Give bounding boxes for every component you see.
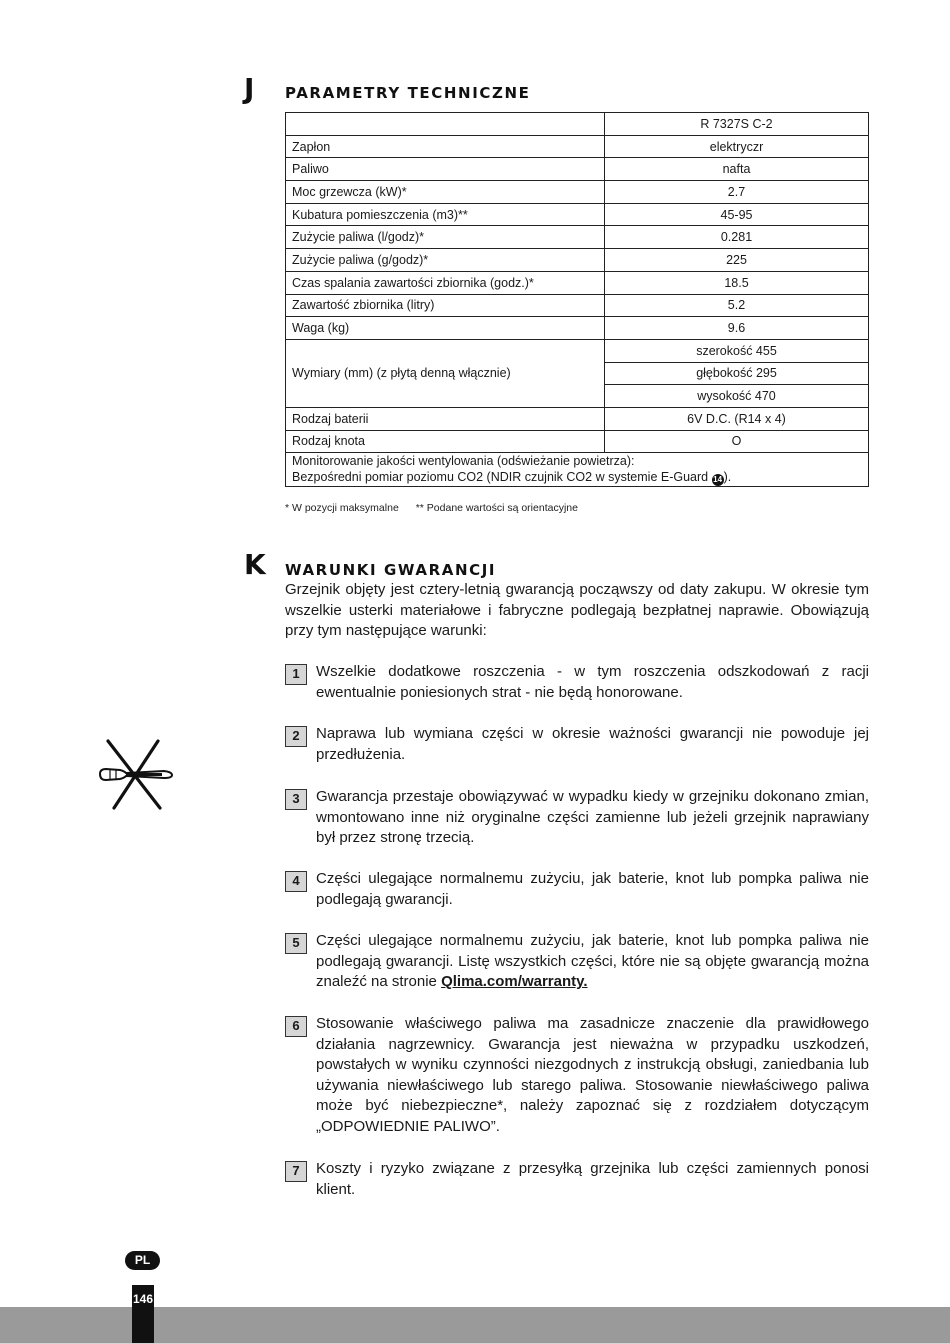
item-number: 4 bbox=[285, 871, 307, 892]
table-row bbox=[286, 181, 869, 204]
monitoring-line-end: ). bbox=[723, 470, 732, 485]
monitoring-cell bbox=[286, 453, 869, 487]
list-item bbox=[285, 787, 869, 849]
language-badge: PL bbox=[125, 1251, 160, 1270]
footnote-1: * W pozycji maksymalne bbox=[285, 502, 399, 514]
dimension-width: szerokość 455 bbox=[605, 339, 869, 362]
row-label: Zawartość zbiornika (litry) bbox=[286, 294, 605, 317]
item-text: Naprawa lub wymiana części w okresie ważności gwarancji nie powoduje jej przedłużenia. bbox=[316, 725, 869, 763]
footnote-2: ** Podane wartości są orientacyjne bbox=[415, 502, 578, 514]
list-item bbox=[285, 724, 869, 765]
table-header-row bbox=[286, 113, 869, 136]
table-row bbox=[286, 135, 869, 158]
model-name: R 7327S C-2 bbox=[605, 113, 869, 136]
technical-parameters-table bbox=[285, 112, 869, 487]
table-cell bbox=[286, 113, 605, 136]
row-label: Zużycie paliwa (l/godz)* bbox=[286, 226, 605, 249]
row-label: Zużycie paliwa (g/godz)* bbox=[286, 249, 605, 272]
section-j-letter: J bbox=[244, 72, 255, 105]
warranty-intro: Grzejnik objęty jest cztery-letnią gwarancją począwszy od daty zakupu. W okresie tym wszelkie usterki materiałowe i fabryczne podlegają bezpłatnej naprawie. Obowiązują przy tym następujące warunki: bbox=[285, 581, 869, 640]
row-label: Waga (kg) bbox=[286, 317, 605, 340]
item-number: 3 bbox=[285, 789, 307, 810]
item-text bbox=[316, 931, 869, 993]
table-row bbox=[286, 407, 869, 430]
item-text: Koszty i ryzyko związane z przesyłką grzejnika lub części zamiennych ponosi klient. bbox=[316, 1160, 869, 1198]
crossed-screwdriver-icon bbox=[98, 738, 174, 810]
table-row bbox=[286, 226, 869, 249]
dimensions-label: Wymiary (mm) (z płytą denną włącznie) bbox=[286, 339, 605, 407]
table-row bbox=[286, 249, 869, 272]
row-label: Rodzaj knota bbox=[286, 430, 605, 453]
row-label: Kubatura pomieszczenia (m3)** bbox=[286, 203, 605, 226]
row-label: Zapłon bbox=[286, 135, 605, 158]
item-number: 1 bbox=[285, 664, 307, 685]
warranty-link[interactable]: Qlima.com/warranty. bbox=[441, 973, 588, 991]
item-text-body: Części ulegające normalnemu zużyciu, jak baterie, knot lub pompka paliwa nie podlegają gwarancji. Listę wszystkich części, które nie są objęte gwarancją można znaleźć na stronie bbox=[316, 932, 869, 991]
section-k-title: WARUNKI GWARANCJI bbox=[285, 561, 497, 579]
row-label: Rodzaj baterii bbox=[286, 407, 605, 430]
item-number: 2 bbox=[285, 726, 307, 747]
row-value: nafta bbox=[605, 158, 869, 181]
row-label: Paliwo bbox=[286, 158, 605, 181]
item-text: Wszelkie dodatkowe roszczenia - w tym roszczenia odszkodowań z racji ewentualnie poniesionych strat - nie będą honorowane. bbox=[316, 663, 869, 701]
row-value: 225 bbox=[605, 249, 869, 272]
table-row bbox=[286, 203, 869, 226]
list-item bbox=[285, 1014, 869, 1138]
section-k-letter: K bbox=[244, 548, 266, 581]
row-value: 5.2 bbox=[605, 294, 869, 317]
row-value: 9.6 bbox=[605, 317, 869, 340]
list-item bbox=[285, 1159, 869, 1200]
row-value: elektryczr bbox=[605, 135, 869, 158]
dimension-depth: głębokość 295 bbox=[605, 362, 869, 385]
table-row bbox=[286, 339, 869, 362]
item-text: Części ulegające normalnemu zużyciu, jak baterie, knot lub pompka paliwa nie podlegają gwarancji. bbox=[316, 870, 869, 908]
reference-badge: 14 bbox=[713, 475, 723, 485]
table-row bbox=[286, 271, 869, 294]
dimension-height: wysokość 470 bbox=[605, 385, 869, 408]
list-item bbox=[285, 662, 869, 703]
row-value: 2.7 bbox=[605, 181, 869, 204]
item-number: 7 bbox=[285, 1161, 307, 1182]
row-value: O bbox=[605, 430, 869, 453]
row-label: Czas spalania zawartości zbiornika (godz.)* bbox=[286, 271, 605, 294]
footnotes bbox=[285, 502, 592, 514]
row-value: 18.5 bbox=[605, 271, 869, 294]
table-row bbox=[286, 317, 869, 340]
item-text: Gwarancja przestaje obowiązywać w wypadku kiedy w grzejniku dokonano zmian, wmontowano inne niż oryginalne części zamienne lub jeżeli grzejnik naprawiany był przez stronę trzecią. bbox=[316, 788, 869, 847]
table-row bbox=[286, 158, 869, 181]
table-row bbox=[286, 294, 869, 317]
monitoring-line-1: Monitorowanie jakości wentylowania (odświeżanie powietrza): bbox=[292, 454, 635, 469]
list-item bbox=[285, 869, 869, 910]
item-number: 6 bbox=[285, 1016, 307, 1037]
item-text: Stosowanie właściwego paliwa ma zasadnicze znaczenie dla prawidłowego działania nagrzewnicy. Gwarancja jest nieważna w przypadku uszkodzeń, powstałych w wyniku czynności niezgodnych z instrukcją obsługi, zaniedbania lub używania niewłaściwego lub starego paliwa. Stosowanie niewłaściwego paliwa może być niebezpieczne*, należy zapoznać się z rozdziałem dotyczącym „ODPOWIEDNIE PALIWO”. bbox=[316, 1015, 869, 1135]
row-value: 0.281 bbox=[605, 226, 869, 249]
section-j-title: PARAMETRY TECHNICZNE bbox=[285, 84, 531, 102]
row-label: Moc grzewcza (kW)* bbox=[286, 181, 605, 204]
table-row bbox=[286, 453, 869, 487]
row-value: 6V D.C. (R14 x 4) bbox=[605, 407, 869, 430]
monitoring-line-2: Bezpośredni pomiar poziomu CO2 (NDIR czujnik CO2 w systemie E-Guard bbox=[292, 470, 712, 485]
item-number: 5 bbox=[285, 933, 307, 954]
row-value: 45-95 bbox=[605, 203, 869, 226]
page-number: 146 bbox=[132, 1292, 154, 1306]
list-item bbox=[285, 931, 869, 993]
table-row bbox=[286, 430, 869, 453]
